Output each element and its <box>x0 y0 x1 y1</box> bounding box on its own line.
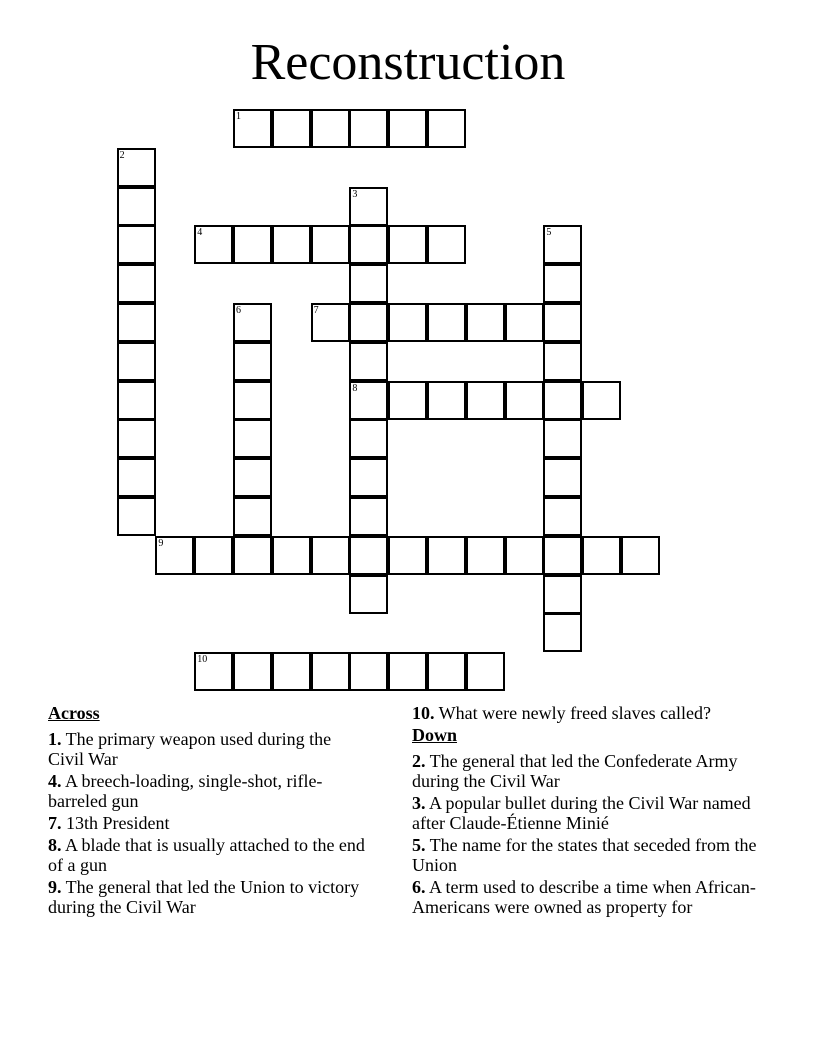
grid-cell[interactable] <box>349 342 388 381</box>
grid-cell[interactable] <box>349 652 388 691</box>
clue-number-label: 6. <box>412 877 426 897</box>
clue-text: The general that led the Confederate Army during the Civil War <box>412 751 738 791</box>
grid-cell[interactable] <box>233 225 272 264</box>
grid-cell[interactable] <box>233 536 272 575</box>
clue-item <box>412 835 757 875</box>
grid-cell[interactable] <box>349 187 388 226</box>
clue-number: 7 <box>313 305 319 316</box>
clue-number: 10 <box>197 654 208 666</box>
clue-text: A blade that is usually attached to the end of a gun <box>48 835 365 875</box>
grid-cell[interactable] <box>543 264 582 303</box>
grid-cell[interactable] <box>117 381 156 420</box>
grid-cell[interactable] <box>272 109 311 148</box>
grid-cell[interactable] <box>272 225 311 264</box>
grid-cell[interactable] <box>349 264 388 303</box>
clue-number-label: 9. <box>48 877 62 897</box>
clue-item <box>48 771 368 811</box>
clue-number-label: 10. <box>412 703 435 723</box>
grid-cell[interactable] <box>427 225 466 264</box>
clue-item <box>412 703 757 723</box>
clue-number: 4 <box>197 227 203 239</box>
grid-cell[interactable] <box>194 652 233 691</box>
grid-cell[interactable] <box>543 497 582 536</box>
grid-cell[interactable] <box>117 225 156 264</box>
grid-cell[interactable] <box>117 187 156 226</box>
clue-item <box>412 751 757 791</box>
grid-cell[interactable] <box>311 109 350 148</box>
clue-number: 8 <box>352 382 358 394</box>
clue-text: A breech-loading, single-shot, rifle-barreled gun <box>48 771 323 811</box>
grid-cell[interactable] <box>543 303 582 342</box>
puzzle-title: Reconstruction <box>250 34 566 91</box>
grid-cell[interactable] <box>466 381 505 420</box>
grid-cell[interactable] <box>233 419 272 458</box>
grid-cell[interactable] <box>233 109 272 148</box>
clue-number-label: 4. <box>48 771 62 791</box>
clue-text: 13th President <box>61 813 170 833</box>
grid-cell[interactable] <box>311 652 350 691</box>
grid-cell[interactable] <box>543 613 582 652</box>
down-heading: Down <box>412 725 458 745</box>
grid-cell[interactable] <box>233 303 272 342</box>
grid-cell[interactable] <box>233 497 272 536</box>
grid-cell[interactable] <box>582 536 621 575</box>
grid-cell[interactable] <box>117 148 156 187</box>
clue-number: 1 <box>236 111 241 122</box>
grid-cell[interactable] <box>388 652 427 691</box>
grid-cell[interactable] <box>349 303 388 342</box>
grid-cell[interactable] <box>117 419 156 458</box>
grid-cell[interactable] <box>388 536 427 575</box>
clue-number: 3 <box>352 188 358 200</box>
clue-text: A term used to describe a time when African-Americans were owned as property for <box>412 877 756 917</box>
clue-text: What were newly freed slaves called? <box>434 703 712 723</box>
clue-number-label: 3. <box>412 793 426 813</box>
clue-number-label: 2. <box>412 751 426 771</box>
grid-cell[interactable] <box>505 303 544 342</box>
clue-text: A popular bullet during the Civil War named after Claude-Étienne Minié <box>412 793 751 833</box>
grid-cell[interactable] <box>233 458 272 497</box>
grid-cell[interactable] <box>233 381 272 420</box>
grid-cell[interactable] <box>349 497 388 536</box>
grid-cell[interactable] <box>311 536 350 575</box>
grid-cell[interactable] <box>349 225 388 264</box>
grid-cell[interactable] <box>272 652 311 691</box>
grid-cell[interactable] <box>311 303 350 342</box>
clue-item <box>412 793 757 833</box>
grid-cell[interactable] <box>194 225 233 264</box>
grid-cell[interactable] <box>427 109 466 148</box>
grid-cell[interactable] <box>388 381 427 420</box>
clue-item <box>48 877 368 917</box>
grid-cell[interactable] <box>311 225 350 264</box>
grid-cell[interactable] <box>388 109 427 148</box>
grid-cell[interactable] <box>272 536 311 575</box>
clue-item <box>48 835 368 875</box>
clue-number: 2 <box>119 149 125 161</box>
grid-cell[interactable] <box>543 575 582 614</box>
grid-cell[interactable] <box>543 225 582 264</box>
grid-cell[interactable] <box>505 536 544 575</box>
grid-cell[interactable] <box>543 419 582 458</box>
grid-cell[interactable] <box>621 536 660 575</box>
down-clue-list <box>412 751 757 917</box>
grid-cell[interactable] <box>466 303 505 342</box>
grid-cell[interactable] <box>349 109 388 148</box>
grid-cell[interactable] <box>117 342 156 381</box>
grid-cell[interactable] <box>349 419 388 458</box>
grid-cell[interactable] <box>117 458 156 497</box>
grid-cell[interactable] <box>194 536 233 575</box>
clue-number: 5 <box>546 227 552 239</box>
grid-cell[interactable] <box>117 264 156 303</box>
grid-cell[interactable] <box>388 303 427 342</box>
grid-cell[interactable] <box>582 381 621 420</box>
clue-item <box>412 877 757 917</box>
grid-cell[interactable] <box>427 381 466 420</box>
grid-cell[interactable] <box>543 536 582 575</box>
grid-cell[interactable] <box>349 381 388 420</box>
clue-text: The general that led the Union to victory during the Civil War <box>48 877 360 917</box>
clue-number: 9 <box>158 537 164 549</box>
across-clue-list <box>48 729 368 917</box>
grid-cell[interactable] <box>543 381 582 420</box>
clue-text: The name for the states that seceded from the Union <box>412 835 757 875</box>
grid-cell[interactable] <box>349 575 388 614</box>
grid-cell[interactable] <box>543 342 582 381</box>
grid-cell[interactable] <box>388 225 427 264</box>
grid-cell[interactable] <box>117 497 156 536</box>
grid-cell[interactable] <box>155 536 194 575</box>
grid-cell[interactable] <box>466 652 505 691</box>
clue-number: 6 <box>236 305 241 316</box>
clue-number-label: 7. <box>48 813 62 833</box>
clues-right-column <box>412 703 757 919</box>
grid-cell[interactable] <box>427 303 466 342</box>
clue-number-label: 5. <box>412 835 426 855</box>
clue-text: The primary weapon used during the Civil War <box>48 729 332 769</box>
clues-left-column <box>48 703 368 919</box>
clue-number-label: 1. <box>48 729 62 749</box>
grid-cell[interactable] <box>505 381 544 420</box>
grid-cell[interactable] <box>349 536 388 575</box>
clue-number-label: 8. <box>48 835 62 855</box>
grid-cell[interactable] <box>543 458 582 497</box>
grid-cell[interactable] <box>466 536 505 575</box>
grid-cell[interactable] <box>233 652 272 691</box>
grid-cell[interactable] <box>427 652 466 691</box>
across-heading: Across <box>48 703 100 723</box>
across-clue-list-continued <box>412 703 757 723</box>
grid-cell[interactable] <box>117 303 156 342</box>
grid-cell[interactable] <box>349 458 388 497</box>
clue-item <box>48 813 368 833</box>
grid-cell[interactable] <box>233 342 272 381</box>
grid-cell[interactable] <box>427 536 466 575</box>
clue-item <box>48 729 368 769</box>
